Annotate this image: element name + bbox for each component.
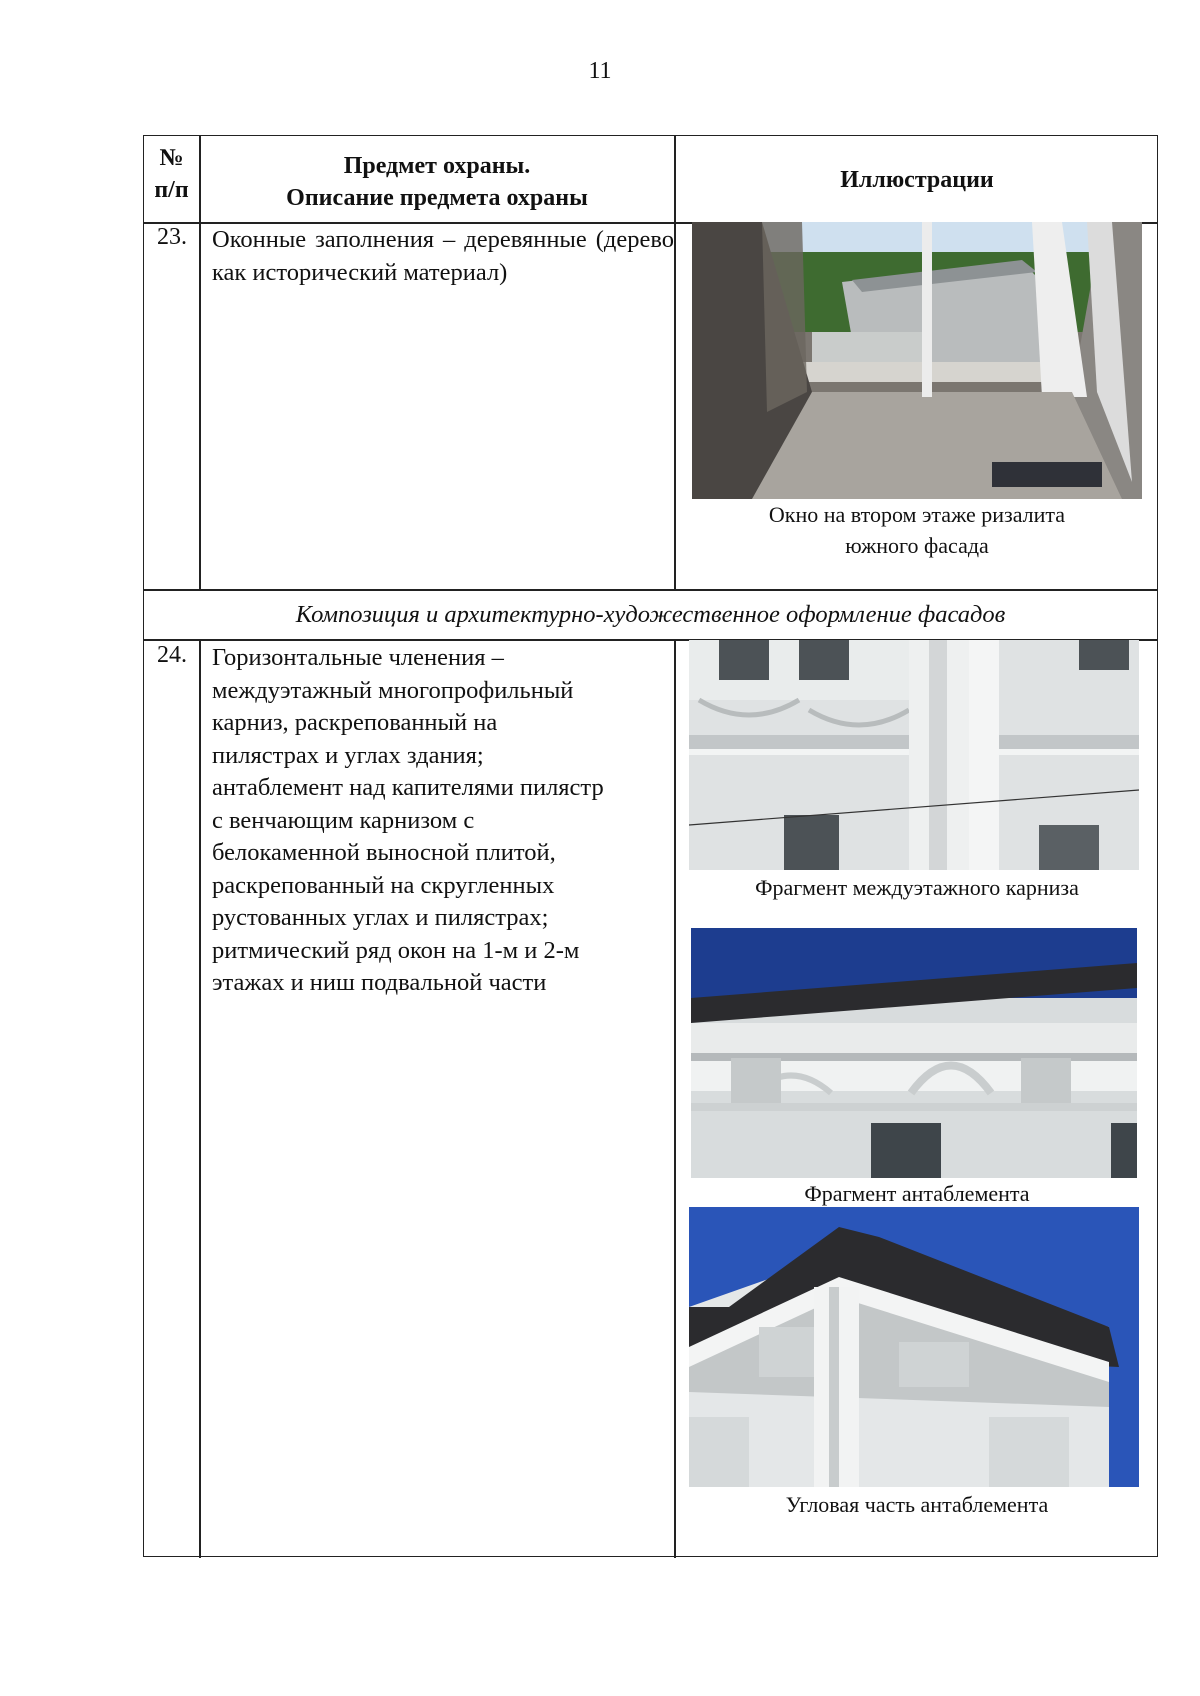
window-photo — [692, 222, 1142, 499]
entablature-caption: Фрагмент антаблемента — [804, 1181, 1030, 1206]
row-23-description: Оконные заполнения – деревянные (дерево как исторический материал) — [212, 226, 674, 286]
corner-entablature-photo — [689, 1207, 1139, 1487]
corner-entablature-caption: Угловая часть антаблемента — [785, 1492, 1049, 1517]
protection-table — [143, 135, 1158, 1557]
table-divider — [674, 640, 676, 1558]
cornice-photo — [689, 640, 1139, 870]
row-24-description: Горизонтальные членения – междуэтажный многопрофильный карниз, раскрепованный на пилястрах и углах здания; антаблемент над капителями пилястр с венчающим карнизом с белокаменной выносной плитой, раскрепованный на скругленных рустованных углах и пилястрах; ритмический ряд окон на 1-м и 2-м этажах и ниш подвальной части — [212, 644, 604, 996]
section-title: Композиция и архитектурно-художественное оформление фасадов — [295, 601, 1006, 628]
entablature-photo — [691, 928, 1137, 1178]
header-subject: Предмет охраны. Описание предмета охраны — [286, 153, 588, 211]
row-23-caption: Окно на втором этаже ризалита южного фасада — [768, 502, 1066, 558]
table-divider — [199, 640, 201, 1558]
row-23-number: 23. — [157, 224, 187, 250]
header-illustrations: Иллюстрации — [840, 167, 994, 193]
row-24-number: 24. — [157, 642, 187, 668]
header-num: № п/п — [154, 145, 189, 203]
page-number: 11 — [588, 58, 612, 84]
cornice-caption: Фрагмент междуэтажного карниза — [755, 875, 1079, 900]
